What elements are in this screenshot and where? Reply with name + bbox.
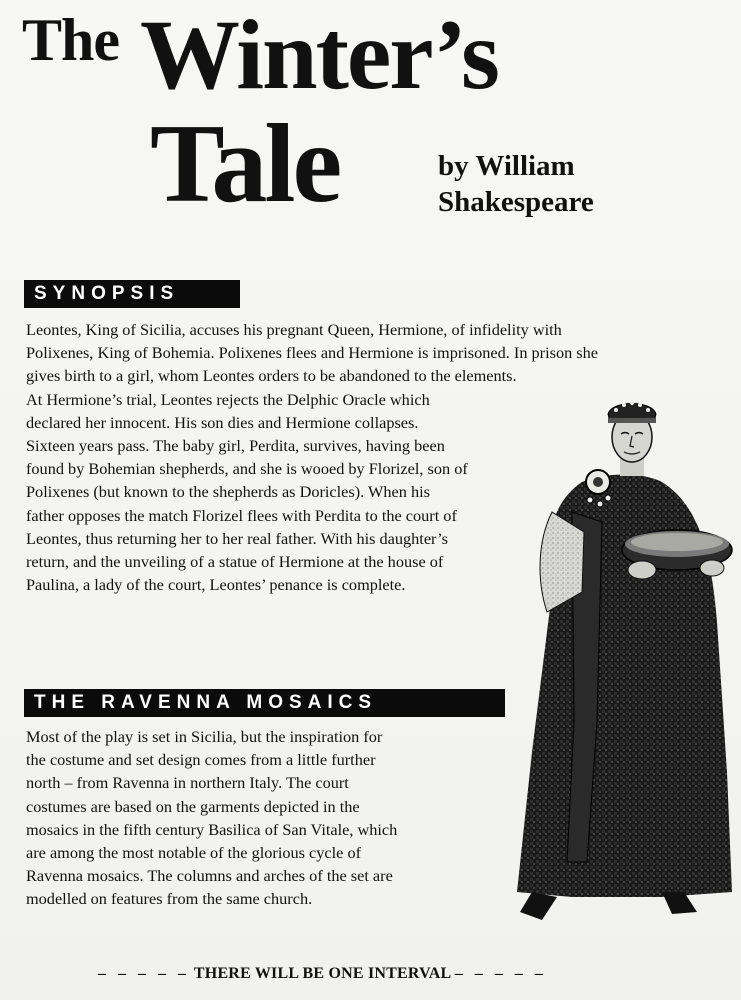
synopsis-line: Paulina, a lady of the court, Leontes’ penance is complete. xyxy=(26,575,406,595)
byline-line-1: by William xyxy=(438,150,575,182)
author-byline xyxy=(438,148,594,220)
footer-text: THERE WILL BE ONE INTERVAL xyxy=(193,965,451,982)
title-winters: Winter’s xyxy=(140,0,498,110)
synopsis-line: declared her innocent. His son dies and Hermione collapses. xyxy=(26,412,419,432)
synopsis-line: found by Bohemian shepherds, and she is wooed by Florizel, son of xyxy=(26,459,468,479)
byline-line-2: Shakespeare xyxy=(438,186,594,218)
ravenna-heading: THE RAVENNA MOSAICS xyxy=(24,689,505,717)
interval-notice xyxy=(98,965,547,983)
ravenna-line: modelled on features from the same church. xyxy=(26,889,313,909)
mosaic-figure-illustration xyxy=(512,392,736,934)
synopsis-line: Leontes, thus returning her to her real father. With his daughter’s xyxy=(26,528,448,548)
synopsis-line: Polixenes (but known to the shepherds as Doricles). When his xyxy=(26,482,430,502)
ravenna-line: the costume and set design comes from a little further xyxy=(26,750,376,770)
ravenna-text xyxy=(26,725,397,911)
ravenna-line: Ravenna mosaics. The columns and arches of the set are xyxy=(26,866,393,886)
synopsis-line: Polixenes, King of Bohemia. Polixenes flees and Hermione is imprisoned. In prison she xyxy=(26,343,599,363)
footer-dashes-left: – – – – – xyxy=(98,965,190,982)
synopsis-line: gives birth to a girl, whom Leontes orders to be abandoned to the elements. xyxy=(26,366,517,386)
title-tale: Tale xyxy=(150,102,340,226)
title-the: The xyxy=(22,7,120,73)
synopsis-line: return, and the unveiling of a statue of Hermione at the house of xyxy=(26,551,444,571)
synopsis-line: father opposes the match Florizel flees with Perdita to the court of xyxy=(26,505,457,525)
ravenna-line: are among the most notable of the glorious cycle of xyxy=(26,842,362,862)
synopsis-heading: SYNOPSIS xyxy=(24,280,240,308)
synopsis-line: At Hermione’s trial, Leontes rejects the Delphic Oracle which xyxy=(26,389,430,409)
synopsis-line: Leontes, King of Sicilia, accuses his pregnant Queen, Hermione, of infidelity with xyxy=(26,320,562,339)
ravenna-line: costumes are based on the garments depicted in the xyxy=(26,796,360,816)
synopsis-line: Sixteen years pass. The baby girl, Perdita, survives, having been xyxy=(26,435,445,455)
footer-dashes-right: – – – – – xyxy=(454,965,547,982)
ravenna-line: mosaics in the fifth century Basilica of San Vitale, which xyxy=(26,819,398,839)
ravenna-line: Most of the play is set in Sicilia, but the inspiration for xyxy=(26,727,383,746)
ravenna-line: north – from Ravenna in northern Italy. The court xyxy=(26,773,349,793)
